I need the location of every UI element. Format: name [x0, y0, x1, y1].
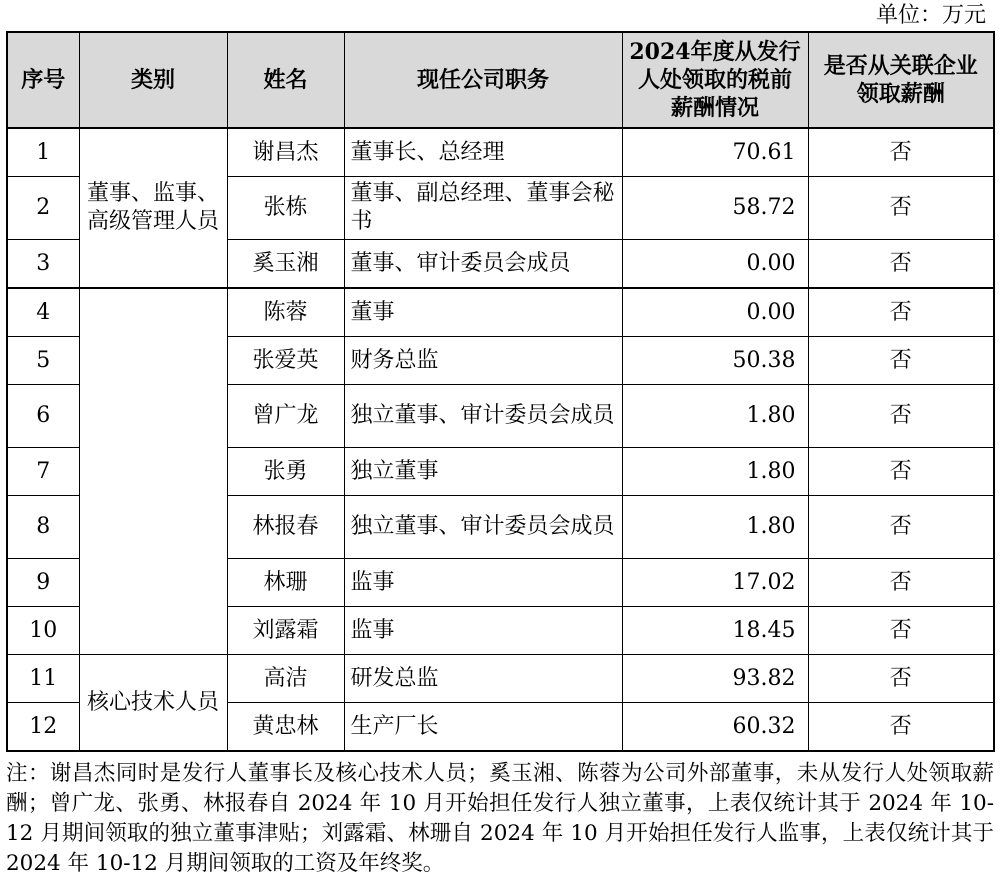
- row-salary: 58.72: [622, 177, 808, 240]
- row-related: 否: [808, 288, 994, 337]
- table-row: [7, 128, 994, 177]
- row-name: 张勇: [227, 448, 344, 496]
- row-seq: 10: [7, 607, 79, 655]
- row-related: 否: [808, 607, 994, 655]
- row-seq: 4: [7, 288, 79, 337]
- row-related: 否: [808, 128, 994, 177]
- row-related: 否: [808, 385, 994, 448]
- row-seq: 6: [7, 385, 79, 448]
- row-salary: 0.00: [622, 288, 808, 337]
- row-name: 陈蓉: [227, 288, 344, 337]
- row-seq: 1: [7, 128, 79, 177]
- row-name: 黄忠林: [227, 703, 344, 752]
- row-name: 谢昌杰: [227, 128, 344, 177]
- table-header-row: [7, 32, 994, 128]
- row-name: 林报春: [227, 496, 344, 559]
- category-cell: [79, 288, 227, 655]
- row-position: 独立董事、审计委员会成员: [344, 385, 622, 448]
- row-seq: 5: [7, 337, 79, 385]
- header-category: 类别: [79, 32, 227, 128]
- header-position: 现任公司职务: [344, 32, 622, 128]
- row-related: 否: [808, 448, 994, 496]
- row-related: 否: [808, 655, 994, 703]
- row-seq: 12: [7, 703, 79, 752]
- header-salary: 2024年度从发行人处领取的税前薪酬情况: [622, 32, 808, 128]
- row-position: 生产厂长: [344, 703, 622, 752]
- row-salary: 0.00: [622, 240, 808, 289]
- row-name: 张栋: [227, 177, 344, 240]
- row-name: 林珊: [227, 559, 344, 607]
- row-name: 奚玉湘: [227, 240, 344, 289]
- row-salary: 17.02: [622, 559, 808, 607]
- row-seq: 8: [7, 496, 79, 559]
- row-name: 曾广龙: [227, 385, 344, 448]
- footnote: 注：谢昌杰同时是发行人董事长及核心技术人员；奚玉湘、陈蓉为公司外部董事，未从发行人处领取薪酬；曾广龙、张勇、林报春自 2024 年 10 月开始担任发行人独立董事，上表仅统计其于 2024 年 10-12 月期间领取的独立董事津贴；刘露霜、林珊自 2024 年 10 月开始担任发行人监事，上表仅统计其于 2024 年 10-12 月期间领取的工资及年终奖。: [6, 761, 994, 876]
- row-position: 财务总监: [344, 337, 622, 385]
- row-position: 监事: [344, 559, 622, 607]
- header-name: 姓名: [227, 32, 344, 128]
- row-position: 研发总监: [344, 655, 622, 703]
- row-seq: 7: [7, 448, 79, 496]
- row-salary: 50.38: [622, 337, 808, 385]
- row-salary: 1.80: [622, 448, 808, 496]
- row-position: 董事、副总经理、董事会秘书: [344, 177, 622, 240]
- category-cell: 核心技术人员: [79, 655, 227, 752]
- row-position: 独立董事: [344, 448, 622, 496]
- row-seq: 2: [7, 177, 79, 240]
- row-salary: 60.32: [622, 703, 808, 752]
- row-position: 董事、审计委员会成员: [344, 240, 622, 289]
- row-salary: 18.45: [622, 607, 808, 655]
- row-name: 高洁: [227, 655, 344, 703]
- row-related: 否: [808, 496, 994, 559]
- row-salary: 1.80: [622, 385, 808, 448]
- row-position: 监事: [344, 607, 622, 655]
- row-name: 张爱英: [227, 337, 344, 385]
- table-row: [7, 288, 994, 337]
- row-related: 否: [808, 177, 994, 240]
- header-related: 是否从关联企业领取薪酬: [808, 32, 994, 128]
- unit-label: 单位：万元: [875, 3, 986, 28]
- table-row: [7, 655, 994, 703]
- row-position: 独立董事、审计委员会成员: [344, 496, 622, 559]
- row-name: 刘露霜: [227, 607, 344, 655]
- row-salary: 93.82: [622, 655, 808, 703]
- row-salary: 70.61: [622, 128, 808, 177]
- compensation-table: [6, 31, 995, 752]
- header-seq: 序号: [7, 32, 79, 128]
- row-related: 否: [808, 240, 994, 289]
- row-seq: 11: [7, 655, 79, 703]
- row-position: 董事: [344, 288, 622, 337]
- row-related: 否: [808, 703, 994, 752]
- row-related: 否: [808, 337, 994, 385]
- row-seq: 9: [7, 559, 79, 607]
- row-position: 董事长、总经理: [344, 128, 622, 177]
- row-related: 否: [808, 559, 994, 607]
- row-salary: 1.80: [622, 496, 808, 559]
- row-seq: 3: [7, 240, 79, 289]
- category-cell: 董事、监事、高级管理人员: [79, 128, 227, 288]
